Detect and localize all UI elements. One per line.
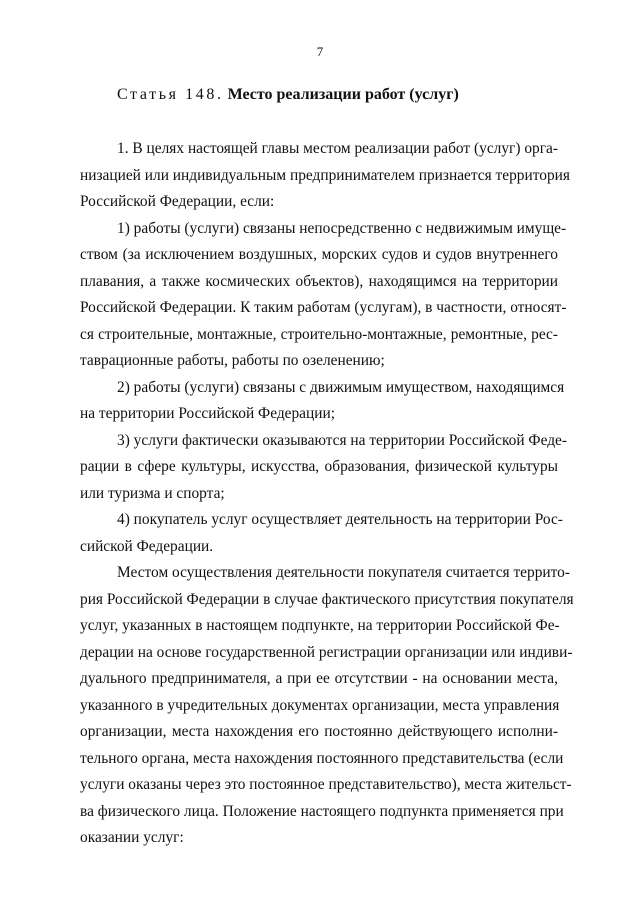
paragraph-place-of-activity [80, 560, 574, 852]
text-line: сийской Федерации. [80, 537, 214, 555]
article-body [80, 136, 574, 852]
text-line: Российской Федерации, если: [80, 193, 275, 210]
text-line: рации в сфере культуры, искусства, образования, физической культуры [80, 458, 558, 475]
text-line: 2) работы (услуги) связаны с движимым имуществом, находящимся [117, 378, 565, 396]
subparagraph-2 [80, 375, 565, 428]
text-line: Местом осуществления деятельности покупателя считается террито- [117, 564, 570, 581]
text-line: ва физического лица. Положение настоящего подпункта применяется при [80, 802, 564, 820]
text-line: оказании услуг: [80, 829, 184, 846]
text-line: услуги оказаны через это постоянное представительство), места жительст- [80, 776, 572, 793]
text-line: таврационные работы, работы по озеленению; [80, 352, 385, 369]
paragraph-1 [80, 136, 570, 216]
text-line: ся строительные, монтажные, строительно-монтажные, ремонтные, рес- [80, 325, 558, 343]
subparagraph-3 [80, 428, 568, 508]
text-line: на территории Российской Федерации; [80, 405, 335, 422]
subparagraph-1 [80, 216, 567, 375]
text-line: услуг, указанных в настоящем подпункте, на территории Российской Фе- [80, 617, 560, 634]
subparagraph-4 [80, 507, 563, 560]
article-title: Место реализации работ (услуг) [227, 86, 459, 103]
text-line: рия Российской Федерации в случае фактического присутствия покупателя [80, 590, 574, 608]
text-line: организации, места нахождения его постоянно действующего исполни- [80, 723, 558, 740]
text-line: указанного в учредительных документах организации, места управления [80, 696, 560, 714]
text-line: дуального предпринимателя, а при ее отсутствии - на основании места, [80, 670, 558, 687]
text-line: ством (за исключением воздушных, морских судов и судов внутреннего [80, 246, 558, 263]
page-number: 7 [316, 44, 324, 59]
text-line: или туризма и спорта; [80, 484, 225, 502]
text-line: 4) покупатель услуг осуществляет деятельность на территории Рос- [117, 511, 563, 528]
text-line: Российской Федерации. К таким работам (услугам), в частности, относят- [80, 299, 567, 316]
text-line: плавания, а также космических объектов), находящимся на территории [80, 272, 558, 290]
text-line: 3) услуги фактически оказываются на территории Российской Феде- [117, 431, 568, 449]
text-line: 1. В целях настоящей главы местом реализации работ (услуг) орга- [117, 140, 558, 157]
text-line: тельного органа, места нахождения постоянного представительства (если [80, 749, 564, 767]
text-line: 1) работы (услуги) связаны непосредственно с недвижимым имуще- [117, 219, 567, 237]
text-line: низацией или индивидуальным предпринимателем признается территория [80, 166, 570, 184]
article-heading [117, 86, 459, 104]
article-label: Статья 148. [117, 86, 224, 103]
text-line: дерации на основе государственной регистрации организации или индиви- [80, 643, 573, 661]
